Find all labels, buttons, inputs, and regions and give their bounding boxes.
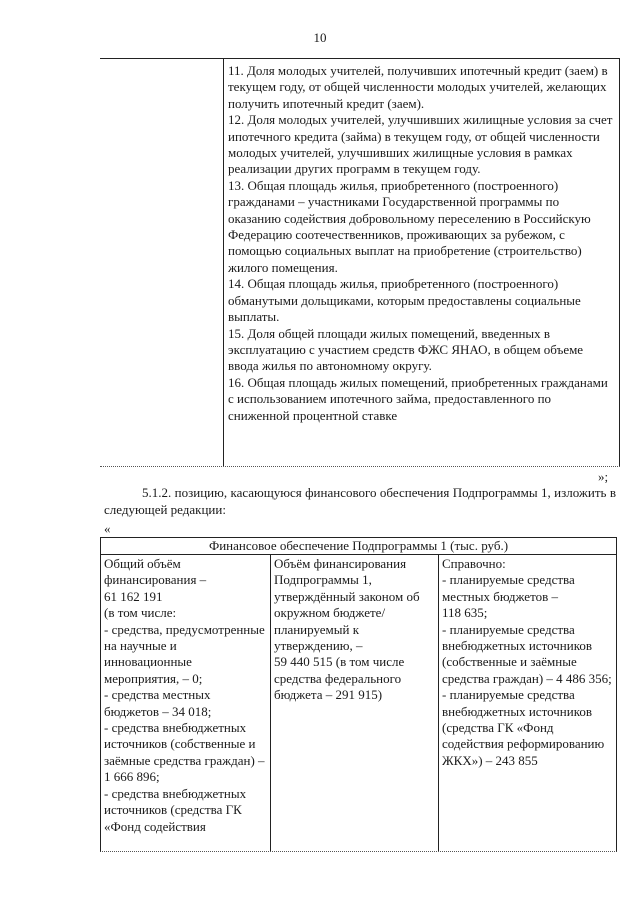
indicator-item: 11. Доля молодых учителей, получивших ипотечный кредит (заем) в текущем году, от общей численности молодых учителей, желающих получить ипотечный кредит (заем). — [228, 63, 608, 111]
cell-line: - планируемые средства внебюджетных источников (средства ГК «Фонд содействия реформированию ЖКХ») – 243 855 — [442, 687, 605, 768]
cell-line: - планируемые средства внебюджетных источников (собственные и заёмные средства граждан) – 4 486 356; — [442, 621, 612, 686]
page-number: 10 — [313, 30, 327, 45]
cell-line: Справочно: — [442, 556, 506, 571]
indicator-item: 12. Доля молодых учителей, улучшивших жилищные условия за счет ипотечного кредита (займа) в текущем году, от общей численности молодых учителей, улучшивших жилищные условия в рамках реализации других программ в текущем году. — [228, 112, 613, 177]
indicators-list — [228, 63, 614, 424]
table-column-divider — [223, 59, 224, 466]
cell-line: - средства местных бюджетов – 34 018; — [104, 687, 212, 719]
opening-quote: « — [104, 521, 111, 536]
indicator-item: 13. Общая площадь жилья, приобретенного (построенного) гражданами – участниками Государственной программы по оказанию содействия добровольному переселению в Российскую Федерацию соотечественников, проживающих за рубежом, с помощью социальных выплат на приобретение (строительство) жилого помещения. — [228, 177, 591, 275]
cell-line: - средства, предусмотренные на научные и инновационные мероприятия, – 0; — [104, 621, 265, 686]
financing-table-header: Финансовое обеспечение Подпрограммы 1 (тыс. руб.) — [101, 538, 616, 555]
indicators-table — [100, 58, 620, 467]
closing-quote: »; — [598, 469, 609, 484]
cell-line: 118 635; — [442, 605, 488, 621]
indicator-item: 14. Общая площадь жилья, приобретенного (построенного) обманутыми дольщиками, которым предоставлены социальные выплаты. — [228, 276, 581, 325]
cell-line: - средства внебюджетных источников (средства ГК «Фонд содействия — [104, 785, 247, 834]
table-right-border — [619, 59, 620, 466]
financing-table — [100, 537, 617, 852]
approved-financing-column — [271, 555, 439, 851]
cell-line: Общий объём финансирования – — [104, 556, 207, 588]
cell-line: - средства внебюджетных источников (собственные и заёмные средства граждан) – 1 666 896; — [104, 720, 265, 785]
cell-line: 61 162 191 — [104, 588, 163, 604]
cell-line: - планируемые средства местных бюджетов – — [442, 572, 575, 604]
total-financing-column — [101, 555, 271, 851]
cell-line: (в том числе: — [104, 605, 177, 621]
cell-line: Объём финансирования Подпрограммы 1, утверждённый законом об окружном бюджете/ планируемый к утверждению, – — [274, 556, 420, 654]
indicator-item: 16. Общая площадь жилых помещений, приобретенных гражданами с использованием ипотечного займа, предоставленного по сниженной процентной ставке — [228, 374, 608, 423]
reference-column — [439, 555, 616, 851]
paragraph-5-1-2: 5.1.2. позицию, касающуюся финансового обеспечения Подпрограммы 1, изложить в следующей редакции: — [104, 485, 616, 517]
cell-line: 59 440 515 (в том числе средства федерального бюджета – 291 915) — [274, 654, 405, 703]
indicator-item: 15. Доля общей площади жилых помещений, введенных в эксплуатацию с участием средств ФЖС ЯНАО, в общем объеме ввода жилья по автономному округу. — [228, 325, 584, 374]
